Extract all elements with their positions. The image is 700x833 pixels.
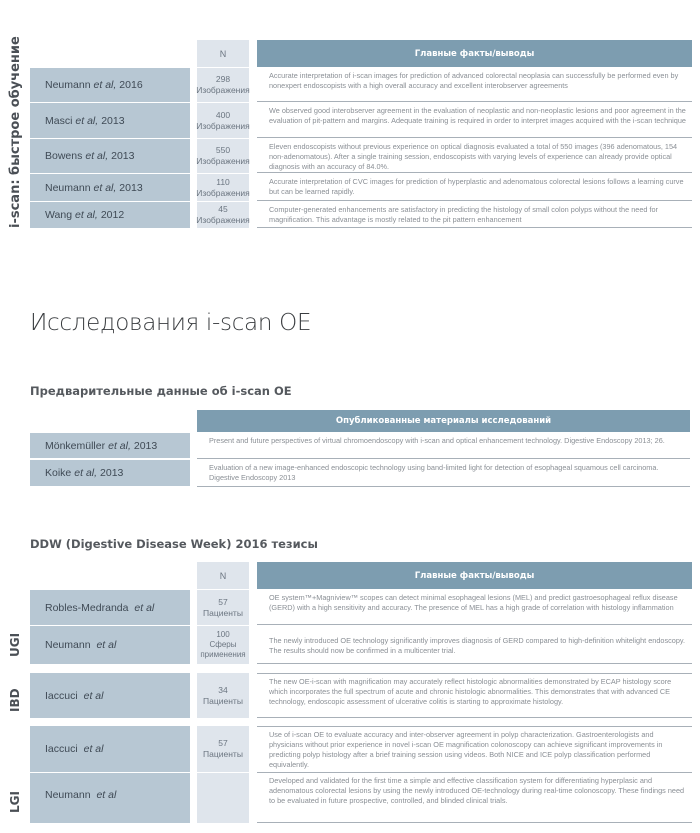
author-cell: Wang et al, 2012: [30, 202, 190, 228]
n-cell: 298 Изображения: [197, 68, 249, 102]
author-cell: Neumann et al, 2016: [30, 68, 190, 102]
fact-cell: We observed good interobserver agreement in the evaluation of neoplastic and non-neoplastic lesions and poor agreement in the evaluation of pit-pattern and margins. Adequate training is required in order to interpret images acquired with the i-scan technique: [257, 103, 692, 138]
section-subtitle: DDW (Digestive Disease Week) 2016 тезисы: [30, 537, 318, 551]
n-column-header: N: [197, 562, 249, 589]
n-cell: 45 Изображения: [197, 202, 249, 228]
author-cell: Neumann et al: [30, 626, 190, 664]
fact-cell: Computer-generated enhancements are satisfactory in predicting the histology of small colon polyps without the need for magnification. This advantage is mostly related to the pit pattern enhancement: [257, 202, 692, 228]
author-cell: Robles-Medranda et al: [30, 590, 190, 625]
n-cell: 400 Изображения: [197, 103, 249, 138]
fact-cell: OE system™+Magniview™ scopes can detect minimal esophageal lesions (MEL) and predict gastroesophageal reflux disease (GERD) with a high sensitivity and accuracy. The presence of MEL has a high grade of correlation with histology inflammation: [257, 590, 692, 625]
fact-cell: The newly introduced OE technology significantly improves diagnosis of GERD compared to high-definition whitelight endoscopy. The results should now be confirmed in a multicenter trial.: [257, 626, 692, 664]
publication-cell: Present and future perspectives of virtual chromoendoscopy with i-scan and optical enhancement technology. Digestive Endoscopy 2013; 26.: [197, 433, 690, 459]
fact-cell: Eleven endoscopists without previous experience on optical diagnosis evaluated a total of 550 images (396 adenomatous, 154 non-adenomatous). After a single training session, endoscopists with varying levels of experience can already provide optical diagnosis with an accuracy of 84.0%.: [257, 139, 692, 173]
group-label-ibd: IBD: [8, 688, 22, 712]
n-cell: 57 Пациенты: [197, 590, 249, 625]
fact-cell: The new OE-i-scan with magnification may accurately reflect histologic abnormalities demonstrated by ECAP histology score which incorporates the full spectrum of acute and chronic histologic abnormalities. This demonstrates that with advanced CE technology, endoscopic assessment of ulcerative colitis is starting to approximate histology.: [257, 673, 692, 718]
n-cell: 100 Сферы применения: [197, 626, 249, 664]
author-cell: Neumann et al, 2013: [30, 174, 190, 201]
group-label-lgi: LGI: [8, 791, 22, 813]
page-title: Исследования i-scan OE: [30, 310, 312, 336]
fact-cell: Accurate interpretation of CVC images for prediction of hyperplastic and adenomatous colorectal lesions follows a learning curve but can be learned rapidly.: [257, 174, 692, 201]
group-label-ugi: UGI: [8, 632, 22, 658]
n-cell: 34 Пациенты: [197, 673, 249, 718]
fact-cell: Developed and validated for the first time a simple and effective classification system for differentiating hyperplasic and adenomatous colorectal lesions by using the newly introduced OE-technology during real-time colonoscopy. These findings need to be evaluated in future prospective, controlled, and blinded clinical trials.: [257, 773, 692, 823]
fact-cell: Use of i-scan OE to evaluate accuracy and inter-observer agreement in polyp characterization. Gastroenterologists and physicians without prior experience in novel i-scan OE magnification colonoscopy can achieve significant improvements in predicting polyp histology after a brief training session using videos. Both NICE and ICE polyp classification performed equivalently.: [257, 726, 692, 773]
n-cell: 110 Изображения: [197, 174, 249, 201]
n-column-header: N: [197, 40, 249, 67]
n-cell: 57 Пациенты: [197, 726, 249, 772]
author-cell: Koike et al, 2013: [30, 460, 190, 486]
publication-cell: Evaluation of a new image-enhanced endoscopic technology using band-limited light for detection of esophageal squamous cell carcinoma. Digestive Endoscopy 2013: [197, 460, 690, 487]
section-subtitle: Предварительные данные об i-scan OE: [30, 384, 292, 398]
section-vertical-label: i-scan: быстрое обучение: [8, 36, 23, 228]
n-cell: [197, 773, 249, 823]
author-cell: Neumann et al: [30, 773, 190, 823]
author-cell: Iaccuci et al: [30, 673, 190, 718]
publications-header: Опубликованные материалы исследований: [197, 410, 690, 432]
fact-cell: Accurate interpretation of i-scan images for prediction of advanced colorectal neoplasia can successfully be performed even by nonexpert endoscopists with a high overall accuracy and excellent interobserver agreements: [257, 68, 692, 102]
author-cell: Iaccuci et al: [30, 726, 190, 772]
facts-column-header: Главные факты/выводы: [257, 40, 692, 67]
author-cell: Masci et al, 2013: [30, 103, 190, 138]
author-cell: Bowens et al, 2013: [30, 139, 190, 173]
facts-column-header: Главные факты/выводы: [257, 562, 692, 589]
n-cell: 550 Изображения: [197, 139, 249, 173]
author-cell: Mönkemüller et al, 2013: [30, 433, 190, 458]
